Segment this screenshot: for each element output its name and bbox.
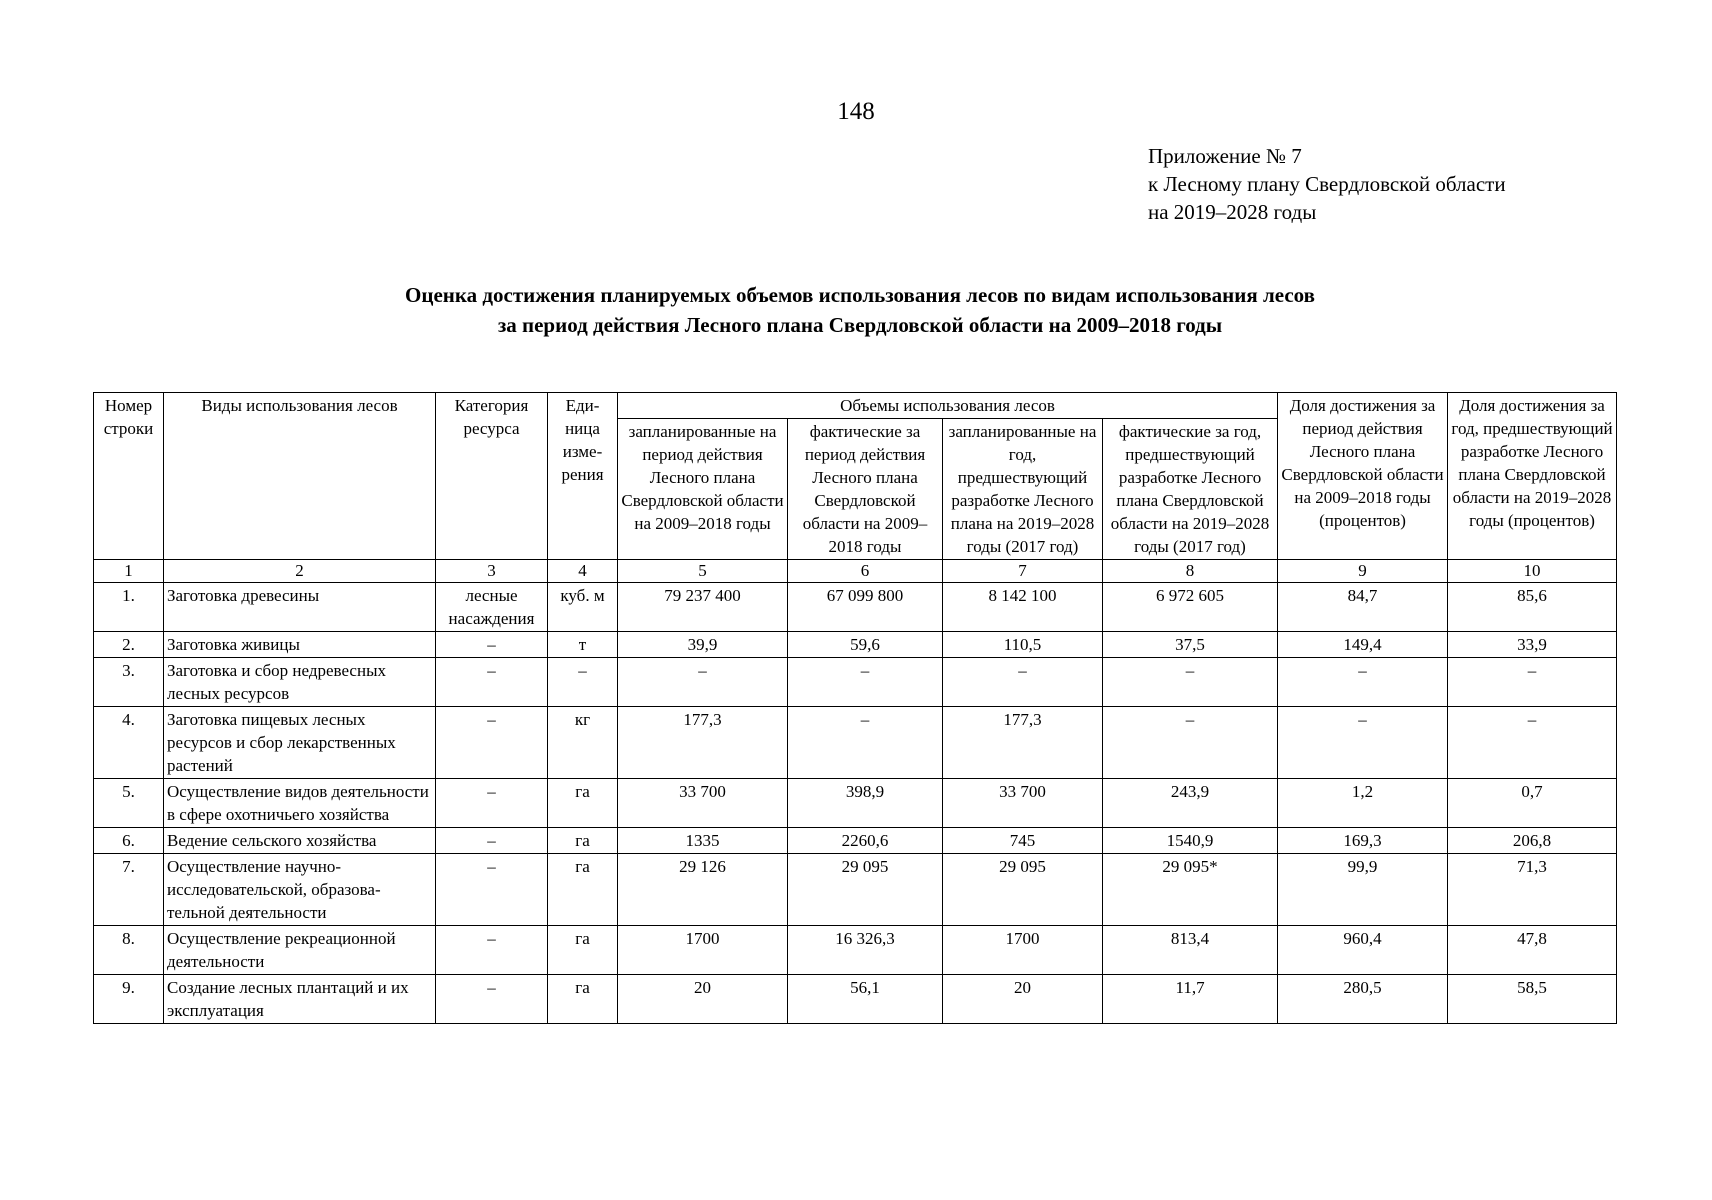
forest-use-type: Создание лесных плантаций и их эксплуатация xyxy=(164,975,436,1024)
header-planned-year: запланированные на год, предшествующий разработке Лесного плана на 2019–2028 годы (2017 год) xyxy=(943,419,1103,560)
column-number: 3 xyxy=(436,560,548,583)
actual-period-value: – xyxy=(788,658,943,707)
share-period-value: 169,3 xyxy=(1278,828,1448,854)
table-row xyxy=(94,707,1617,779)
share-period-value: – xyxy=(1278,707,1448,779)
table-row xyxy=(94,926,1617,975)
share-period-value: – xyxy=(1278,658,1448,707)
row-number: 5. xyxy=(94,779,164,828)
column-number: 1 xyxy=(94,560,164,583)
table-row xyxy=(94,828,1617,854)
share-year-value: – xyxy=(1448,707,1617,779)
appendix-line: к Лесному плану Свердловской области xyxy=(1148,172,1506,196)
actual-period-value: 2260,6 xyxy=(788,828,943,854)
table-row xyxy=(94,854,1617,926)
planned-year-value: 745 xyxy=(943,828,1103,854)
share-year-value: 58,5 xyxy=(1448,975,1617,1024)
unit: га xyxy=(548,828,618,854)
planned-year-value: 8 142 100 xyxy=(943,583,1103,632)
forest-use-type: Ведение сельского хозяйства xyxy=(164,828,436,854)
actual-year-value: 813,4 xyxy=(1103,926,1278,975)
appendix-line: Приложение № 7 xyxy=(1148,144,1302,168)
unit: га xyxy=(548,926,618,975)
resource-category: – xyxy=(436,658,548,707)
row-number: 4. xyxy=(94,707,164,779)
column-number: 5 xyxy=(618,560,788,583)
title-line: Оценка достижения планируемых объемов использования лесов по видам использования лесов xyxy=(405,283,1315,307)
appendix-note xyxy=(1148,142,1506,226)
column-number: 2 xyxy=(164,560,436,583)
actual-year-value: 29 095* xyxy=(1103,854,1278,926)
forest-use-type: Заготовка пищевых лесных ресурсов и сбор лекарственных растений xyxy=(164,707,436,779)
share-period-value: 84,7 xyxy=(1278,583,1448,632)
forest-use-type: Заготовка древесины xyxy=(164,583,436,632)
share-year-value: – xyxy=(1448,658,1617,707)
document-title xyxy=(150,280,1570,340)
planned-period-value: 33 700 xyxy=(618,779,788,828)
header-actual-year: фактические за год, предшествующий разработке Лесного плана Свердловской области на 2019–2028 годы (2017 год) xyxy=(1103,419,1278,560)
resource-category: лесные насаждения xyxy=(436,583,548,632)
row-number: 8. xyxy=(94,926,164,975)
unit: т xyxy=(548,632,618,658)
actual-year-value: – xyxy=(1103,707,1278,779)
resource-category: – xyxy=(436,975,548,1024)
table-row xyxy=(94,779,1617,828)
column-number: 8 xyxy=(1103,560,1278,583)
forest-use-type: Осуществление научно-исследовательской, образова-тельной деятельности xyxy=(164,854,436,926)
header-forest-use-types: Виды использования лесов xyxy=(164,393,436,560)
row-number: 7. xyxy=(94,854,164,926)
column-number: 7 xyxy=(943,560,1103,583)
planned-year-value: 20 xyxy=(943,975,1103,1024)
actual-year-value: 1540,9 xyxy=(1103,828,1278,854)
header-share-period: Доля достижения за период действия Лесного плана Свердловской области на 2009–2018 годы (процентов) xyxy=(1278,393,1448,560)
planned-year-value: 177,3 xyxy=(943,707,1103,779)
unit: га xyxy=(548,975,618,1024)
resource-category: – xyxy=(436,828,548,854)
unit: куб. м xyxy=(548,583,618,632)
share-year-value: 33,9 xyxy=(1448,632,1617,658)
forest-use-type: Заготовка живицы xyxy=(164,632,436,658)
actual-year-value: 243,9 xyxy=(1103,779,1278,828)
actual-period-value: 398,9 xyxy=(788,779,943,828)
actual-period-value: 16 326,3 xyxy=(788,926,943,975)
header-planned-period: запланированные на период действия Лесного плана Свердловской области на 2009–2018 годы xyxy=(618,419,788,560)
share-period-value: 280,5 xyxy=(1278,975,1448,1024)
actual-period-value: 67 099 800 xyxy=(788,583,943,632)
table-row xyxy=(94,975,1617,1024)
planned-period-value: 177,3 xyxy=(618,707,788,779)
planned-period-value: 20 xyxy=(618,975,788,1024)
unit: га xyxy=(548,779,618,828)
header-unit: Еди-ница изме-рения xyxy=(548,393,618,560)
planned-period-value: 79 237 400 xyxy=(618,583,788,632)
planned-year-value: – xyxy=(943,658,1103,707)
resource-category: – xyxy=(436,926,548,975)
planned-year-value: 29 095 xyxy=(943,854,1103,926)
table-row xyxy=(94,658,1617,707)
resource-category: – xyxy=(436,707,548,779)
planned-year-value: 1700 xyxy=(943,926,1103,975)
planned-year-value: 33 700 xyxy=(943,779,1103,828)
forest-use-type: Осуществление видов деятельности в сфере охотничьего хозяйства xyxy=(164,779,436,828)
planned-period-value: 29 126 xyxy=(618,854,788,926)
header-actual-period: фактические за период действия Лесного плана Свердловской области на 2009–2018 годы xyxy=(788,419,943,560)
resource-category: – xyxy=(436,854,548,926)
title-line: за период действия Лесного плана Свердловской области на 2009–2018 годы xyxy=(497,313,1223,337)
planned-year-value: 110,5 xyxy=(943,632,1103,658)
share-year-value: 47,8 xyxy=(1448,926,1617,975)
row-number: 6. xyxy=(94,828,164,854)
row-number: 9. xyxy=(94,975,164,1024)
share-period-value: 960,4 xyxy=(1278,926,1448,975)
row-number: 3. xyxy=(94,658,164,707)
planned-period-value: 39,9 xyxy=(618,632,788,658)
actual-year-value: 37,5 xyxy=(1103,632,1278,658)
unit: га xyxy=(548,854,618,926)
actual-year-value: 6 972 605 xyxy=(1103,583,1278,632)
actual-period-value: 56,1 xyxy=(788,975,943,1024)
share-period-value: 99,9 xyxy=(1278,854,1448,926)
column-number: 10 xyxy=(1448,560,1617,583)
forest-use-type: Осуществление рекреационной деятельности xyxy=(164,926,436,975)
resource-category: – xyxy=(436,632,548,658)
share-period-value: 149,4 xyxy=(1278,632,1448,658)
planned-period-value: 1335 xyxy=(618,828,788,854)
actual-period-value: – xyxy=(788,707,943,779)
row-number: 2. xyxy=(94,632,164,658)
actual-period-value: 59,6 xyxy=(788,632,943,658)
column-numbers-row xyxy=(94,560,1617,583)
header-resource-category: Категория ресурса xyxy=(436,393,548,560)
table-row xyxy=(94,583,1617,632)
forest-use-type: Заготовка и сбор недревесных лесных ресурсов xyxy=(164,658,436,707)
header-volumes-group: Объемы использования лесов xyxy=(618,393,1278,419)
forest-use-table xyxy=(93,392,1617,1024)
page-number: 148 xyxy=(837,98,875,125)
actual-period-value: 29 095 xyxy=(788,854,943,926)
actual-year-value: 11,7 xyxy=(1103,975,1278,1024)
header-row-number: Номер строки xyxy=(94,393,164,560)
share-year-value: 85,6 xyxy=(1448,583,1617,632)
actual-year-value: – xyxy=(1103,658,1278,707)
row-number: 1. xyxy=(94,583,164,632)
appendix-line: на 2019–2028 годы xyxy=(1148,200,1317,224)
planned-period-value: – xyxy=(618,658,788,707)
unit: – xyxy=(548,658,618,707)
column-number: 6 xyxy=(788,560,943,583)
table-row xyxy=(94,632,1617,658)
resource-category: – xyxy=(436,779,548,828)
column-number: 4 xyxy=(548,560,618,583)
share-year-value: 206,8 xyxy=(1448,828,1617,854)
planned-period-value: 1700 xyxy=(618,926,788,975)
column-number: 9 xyxy=(1278,560,1448,583)
share-period-value: 1,2 xyxy=(1278,779,1448,828)
share-year-value: 71,3 xyxy=(1448,854,1617,926)
header-share-year: Доля достижения за год, предшествующий разработке Лесного плана Свердловской области на 2019–2028 годы (процентов) xyxy=(1448,393,1617,560)
unit: кг xyxy=(548,707,618,779)
share-year-value: 0,7 xyxy=(1448,779,1617,828)
